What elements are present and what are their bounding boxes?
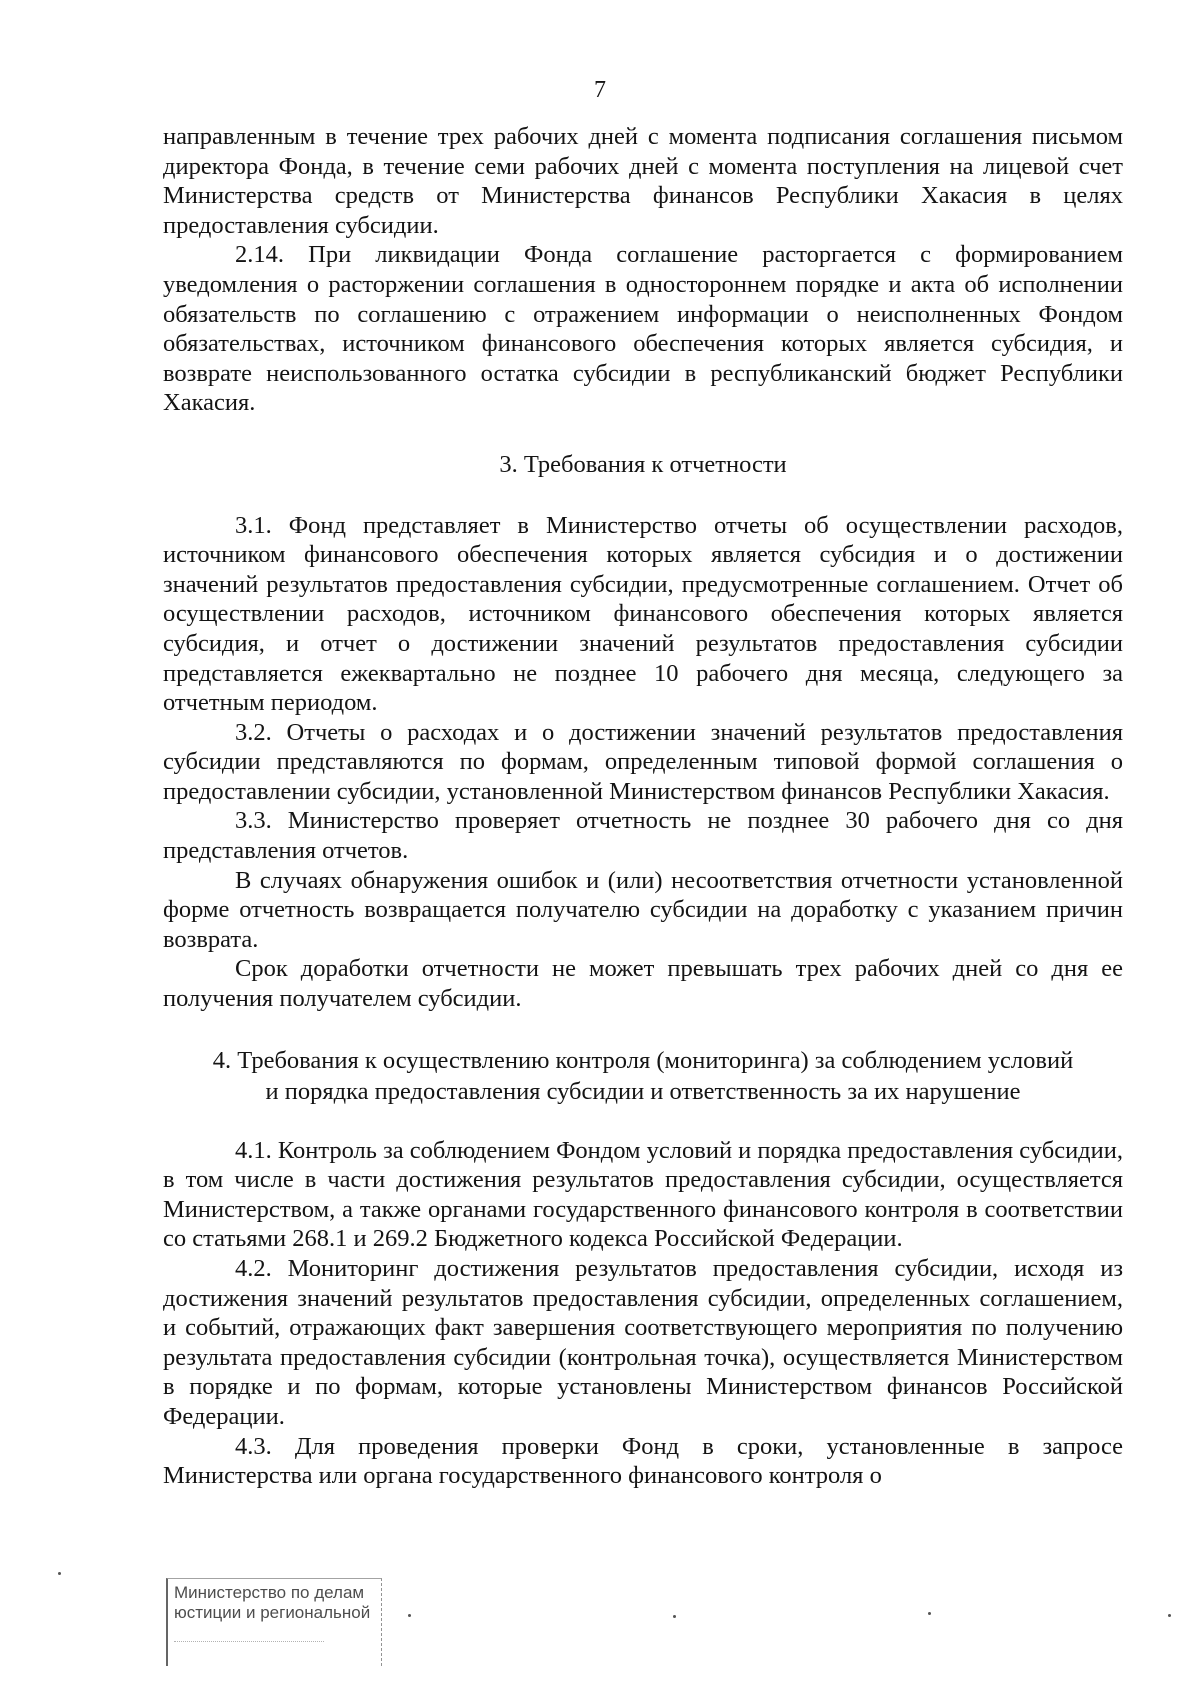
section-4-heading-line-2: и порядка предоставления субсидии и ответственность за их нарушение: [265, 1077, 1021, 1105]
section-3-heading: 3. Требования к отчетности: [499, 450, 787, 478]
paragraph-continuation: направленным в течение трех рабочих дней с момента подписания соглашения письмом директора Фонда, в течение семи рабочих дней с момента поступления на лицевой счет Министерства средств от Министерства финансов Республики Хакасия в целях предоставления субсидии.: [163, 123, 1123, 239]
paragraph-3-3-deadline: Срок доработки отчетности не может превышать трех рабочих дней со дня ее получения получателем субсидии.: [163, 955, 1123, 1013]
scan-speck: [1168, 1614, 1171, 1617]
stamp-line-2: юстиции и региональной: [174, 1603, 371, 1622]
stamp-faded-line: [174, 1627, 324, 1642]
paragraph-3-3: 3.3. Министерство проверяет отчетность не позднее 30 рабочего дня со дня представления отчетов.: [163, 807, 1123, 865]
paragraph-4-2: 4.2. Мониторинг достижения результатов предоставления субсидии, исходя из достижения значений результатов предоставления субсидии, определенных соглашением, и событий, отражающих факт завершения соответствующего мероприятия по получению результата предоставления субсидии (контрольная точка), осуществляется Министерством в порядке и по формам, которые установлены Министерством финансов Российской Федерации.: [163, 1255, 1123, 1430]
paragraph-4-1: 4.1. Контроль за соблюдением Фондом условий и порядка предоставления субсидии, в том числе в части достижения результатов предоставления субсидии, осуществляется Министерством, а также органами государственного финансового контроля в соответствии со статьями 268.1 и 269.2 Бюджетного кодекса Российской Федерации.: [163, 1136, 1123, 1253]
scan-speck: [928, 1612, 931, 1615]
scan-speck: [673, 1615, 676, 1618]
paragraph-3-1: 3.1. Фонд представляет в Министерство отчеты об осуществлении расходов, источником финансового обеспечения которых является субсидия и о достижении значений результатов предоставления субсидии, предусмотренные соглашением. Отчет об осуществлении расходов, источником финансового обеспечения которых является субсидия, и отчет о достижении значений результатов предоставления субсидии представляется ежеквартально не позднее 10 рабочего дня месяца, следующего за отчетным периодом.: [163, 511, 1123, 717]
registration-stamp: [166, 1578, 382, 1666]
paragraph-3-3-errors: В случаях обнаружения ошибок и (или) несоответствия отчетности установленной форме отчетность возвращается получателю субсидии на доработку с указанием причин возврата.: [163, 866, 1123, 953]
page-number: 7: [594, 77, 606, 103]
paragraph-2-14: 2.14. При ликвидации Фонда соглашение расторгается с формированием уведомления о расторжении соглашения в одностороннем порядке и акта об исполнении обязательств по соглашению с отражением информации о неисполненных Фондом обязательствах, источником финансового обеспечения которых является субсидия, и возврате неиспользованного остатка субсидии в республиканский бюджет Республики Хакасия.: [163, 241, 1123, 417]
section-4-heading: [163, 1045, 1123, 1107]
scan-speck: [408, 1614, 411, 1617]
paragraph-3-2: 3.2. Отчеты о расходах и о достижении значений результатов предоставления субсидии представляются по формам, определенным типовой формой соглашения о предоставлении субсидии, установленной Министерством финансов Республики Хакасия.: [163, 718, 1123, 805]
section-4-heading-line-1: 4. Требования к осуществлению контроля (мониторинга) за соблюдением условий: [212, 1046, 1074, 1074]
scan-speck: [58, 1572, 61, 1575]
paragraph-4-3: 4.3. Для проведения проверки Фонд в сроки, установленные в запросе Министерства или органа государственного финансового контроля о: [163, 1432, 1123, 1490]
document-body: [163, 122, 1123, 1491]
stamp-line-1: Министерство по делам: [174, 1583, 365, 1602]
